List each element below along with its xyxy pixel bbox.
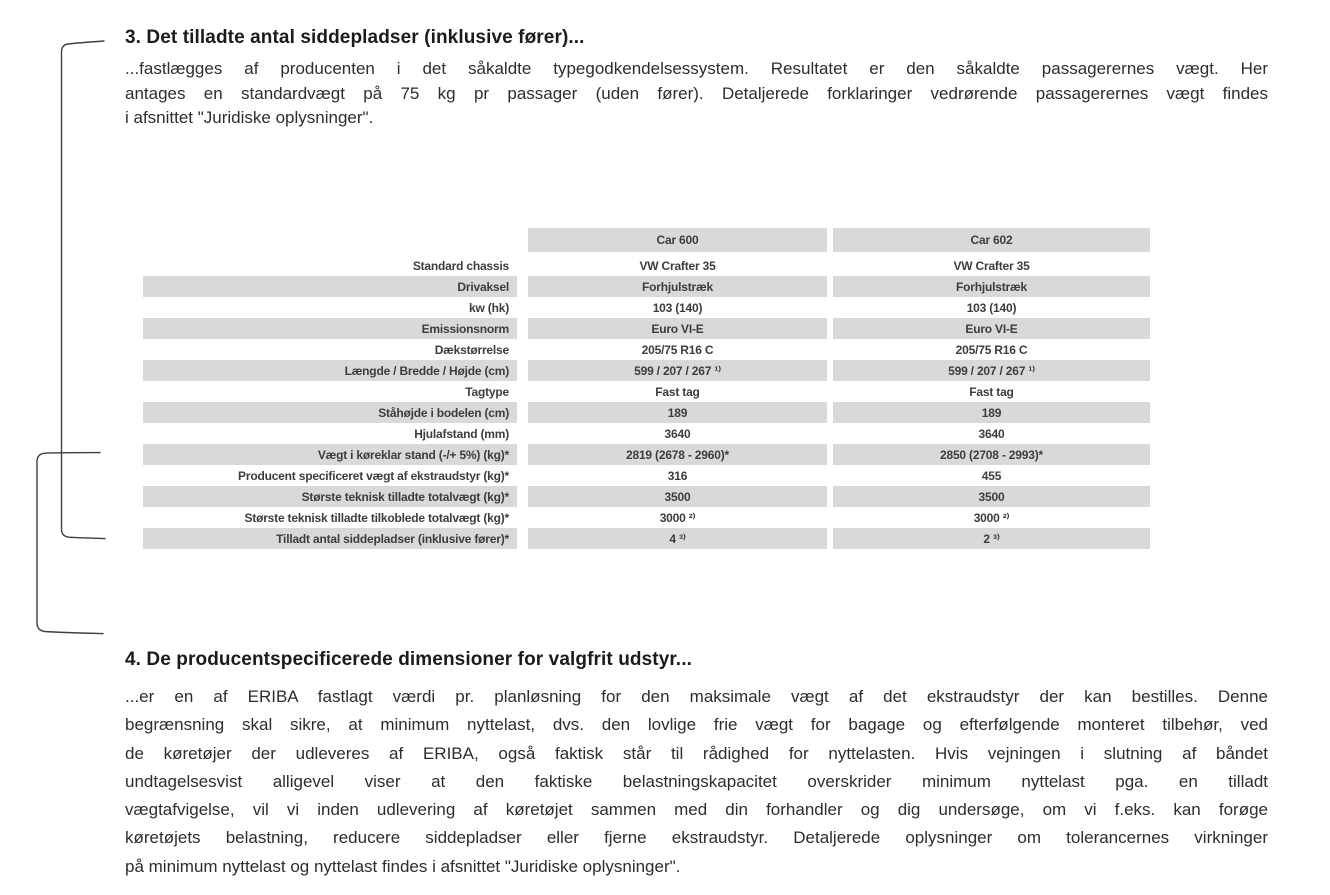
table-row [143,339,1150,360]
paragraph-line: begrænsning skal sikre, at minimum nyttelast, dvs. den lovlige frie vægt for bagage og efterfølgende monteret tilbehør, ved [125,715,1268,735]
bracket-table-to-section4 [37,453,103,634]
row-label: Vægt i køreklar stand (-/+ 5%) (kg)* [143,444,517,465]
car600-value: Forhjulstræk [528,276,827,297]
table-row [143,402,1150,423]
car600-value: 599 / 207 / 267 ¹⁾ [528,360,827,381]
paragraph-line: antages en standardvægt på 75 kg pr passager (uden fører). Detaljerede forklaringer vedrørende passagerernes vægt findes [125,83,1268,103]
car600-value: 205/75 R16 C [641,342,714,357]
table-row [143,276,1150,297]
table-row [143,507,1150,528]
table-row [143,528,1150,549]
table-row [143,318,1150,339]
row-label: kw (hk) [469,300,509,315]
bracket-section3-to-table [62,41,106,539]
table-row [143,465,1150,486]
paragraph-line: i afsnittet "Juridiske oplysninger". [125,108,374,127]
car602-value: 2850 (2708 - 2993)* [833,444,1150,465]
row-label: Drivaksel [143,276,517,297]
section3-paragraph [125,57,1268,131]
car600-value: 3500 [528,486,827,507]
paragraph-line: på minimum nyttelast og nyttelast findes i afsnittet "Juridiske oplysninger". [125,856,681,876]
car602-value: 3640 [978,426,1005,441]
car602-value: 189 [833,402,1150,423]
row-label: Standard chassis [412,258,509,273]
car602-value: 3000 ²⁾ [973,510,1010,525]
car600-value: 189 [528,402,827,423]
table-header-row [143,228,1150,252]
table-row [143,423,1150,444]
column-header-car602: Car 602 [833,228,1150,252]
car600-value: 3000 ²⁾ [659,510,696,525]
table-row [143,381,1150,402]
section3-heading: 3. Det tilladte antal siddepladser (inklusive fører)... [125,27,585,48]
row-label: Hjulafstand (mm) [414,426,509,441]
table-row [143,486,1150,507]
row-label: Dækstørrelse [434,342,509,357]
car600-value: Euro VI-E [528,318,827,339]
car600-value: Fast tag [655,384,700,399]
column-header-car600: Car 600 [528,228,827,252]
car602-value: 455 [981,468,1002,483]
paragraph-line: de køretøjer der udleveres af ERIBA, også faktisk står til rådighed for nyttelasten. Hvis vejningen i slutning af båndet [125,743,1268,763]
car600-value: 3640 [664,426,691,441]
table-row [143,360,1150,381]
section4-paragraph [125,683,1268,881]
table-row [143,444,1150,465]
car600-value: 4 ³⁾ [528,528,827,549]
row-label: Emissionsnorm [143,318,517,339]
car602-value: Fast tag [969,384,1014,399]
paragraph-line: ...er en af ERIBA fastlagt værdi pr. planløsning for den maksimale vægt af det ekstraudstyr der kan bestilles. Denne [125,687,1268,706]
section4-heading: 4. De producentspecificerede dimensioner for valgfrit udstyr... [125,649,692,670]
car602-value: Forhjulstræk [833,276,1150,297]
table-row [143,255,1150,276]
car600-value: 103 (140) [652,300,703,315]
paragraph-line: køretøjets belastning, reducere siddepladser eller fjerne ekstraudstyr. Detaljerede oplysninger om tolerancernes virkninger [125,828,1268,848]
car600-value: VW Crafter 35 [639,258,716,273]
row-label: Største teknisk tilladte totalvægt (kg)* [143,486,517,507]
car602-value: 599 / 207 / 267 ¹⁾ [833,360,1150,381]
car600-value: 316 [667,468,688,483]
car602-value: 2 ³⁾ [833,528,1150,549]
car600-value: 2819 (2678 - 2960)* [528,444,827,465]
car602-value: Euro VI-E [833,318,1150,339]
car602-value: 205/75 R16 C [955,342,1028,357]
row-label: Producent specificeret vægt af ekstraudstyr (kg)* [238,468,509,483]
car602-value: 103 (140) [966,300,1017,315]
row-label: Længde / Bredde / Højde (cm) [143,360,517,381]
paragraph-line: ...fastlægges af producenten i det såkaldte typegodkendelsessystem. Resultatet er den såkaldte passagerernes vægt. Her [125,59,1268,78]
paragraph-line: undtagelsesvist alligevel viser at den faktiske belastningskapacitet overskrider minimum nyttelast pga. en tilladt [125,771,1268,791]
row-label: Tagtype [465,384,509,399]
header-label-cell [143,228,517,252]
vehicle-spec-table [143,228,1150,549]
car602-value: 3500 [833,486,1150,507]
row-label: Tilladt antal siddepladser (inklusive fører)* [143,528,517,549]
row-label: Ståhøjde i bodelen (cm) [143,402,517,423]
table-row [143,297,1150,318]
paragraph-line: vægtafvigelse, vil vi inden udlevering af køretøjet sammen med din forhandler og dig undersøge, om vi f.eks. kan forøge [125,800,1268,820]
car602-value: VW Crafter 35 [953,258,1030,273]
row-label: Største teknisk tilladte tilkoblede totalvægt (kg)* [244,510,509,525]
